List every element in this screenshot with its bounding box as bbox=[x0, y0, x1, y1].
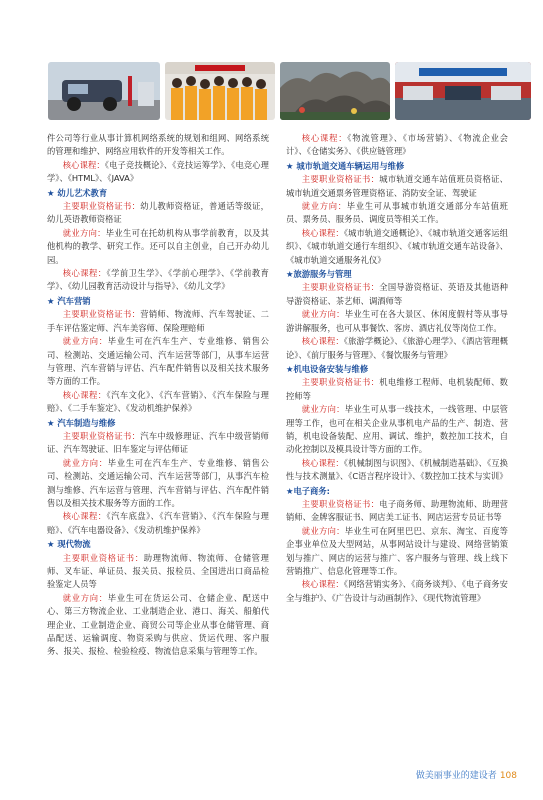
core-label: 核心课程： bbox=[301, 457, 344, 468]
section-title bbox=[286, 363, 508, 376]
cert-text: 幼儿教师资格证，普通话等级证，幼儿英语教师资格证 bbox=[47, 201, 269, 225]
star-icon: ★ bbox=[47, 187, 55, 198]
core-course-text: 《旅游学概论》、《旅游心理学》、《酒店管理概论》、《前厅服务与管理》、《餐饮服务与管理》 bbox=[286, 336, 508, 360]
cert-label: 主要职业资格证书： bbox=[301, 498, 380, 509]
section-tourism bbox=[286, 268, 508, 362]
core-course-text: 《学前卫生学》、《学前心理学》、《学前教育学》、《幼儿园教育活动设计与指导》、《幼儿文学》 bbox=[47, 268, 269, 292]
star-icon: ★ bbox=[47, 539, 55, 550]
core-label: 核心课程： bbox=[62, 511, 107, 522]
cert-line bbox=[286, 173, 508, 200]
career-text: 毕业生可从事一线技术，一线管理、中层管理等工作，也可在相关企业从事机电产品的生产、制造、营销，机电设备装配、应用、调试、维护，数控加工技术，自动化控制以及模具设计等方面的工作。 bbox=[286, 404, 508, 455]
photo-rock-garden bbox=[280, 62, 390, 120]
core-course-line bbox=[286, 335, 508, 362]
intro-text: 件公司等行业从事计算机网络系统的规划和组网、网络系统的管理和维护、网络应用软件的开发等相关工作。 bbox=[47, 133, 269, 157]
core-course-line bbox=[47, 389, 269, 416]
cert-line bbox=[286, 281, 508, 308]
core-course-line bbox=[47, 510, 269, 537]
cert-text: 营销师、物流师、汽车驾驶证、二手车评估鉴定师、汽车美容师、保险理赔师 bbox=[47, 309, 269, 333]
cert-line bbox=[47, 308, 269, 335]
core-label: 核心课程： bbox=[62, 159, 105, 170]
section-title bbox=[47, 417, 269, 430]
career-label: 就业方向： bbox=[301, 309, 345, 320]
career-label: 就业方向： bbox=[301, 525, 345, 536]
career-line bbox=[286, 525, 508, 579]
section-title bbox=[47, 295, 269, 308]
section-preschool-art bbox=[47, 187, 269, 294]
section-title bbox=[47, 187, 269, 200]
career-text: 毕业生可在汽车生产、专业维修、销售公司、检测站、交通运输公司、汽车运营等部门，从事车运营与管理、汽车营销与评估、汽车配件销售以及相关技术服务等方面的工作。 bbox=[47, 336, 269, 387]
career-line bbox=[47, 457, 269, 511]
star-icon: ★ bbox=[286, 485, 294, 496]
star-icon: ★ bbox=[286, 160, 294, 171]
cert-text: 电子商务师、助理物流师、助理营销师、金牌客服证书、网店美工证书、网店运营专员证书等 bbox=[286, 498, 508, 523]
cert-text: 城市轨道交通车站值班员资格证、城市轨道交通票务管理资格证、消防安全证、驾驶证 bbox=[286, 174, 508, 198]
cert-text: 机电维修工程师、电机装配师、数控师等 bbox=[286, 377, 508, 401]
star-icon: ★ bbox=[286, 363, 294, 374]
section-title-text: 现代物流 bbox=[57, 539, 91, 550]
section-title bbox=[47, 538, 269, 551]
photo-strip bbox=[48, 62, 531, 120]
career-text: 毕业生可在阿里巴巴、京东、淘宝、百度等企事业单位及大型网站，从事网站设计与建设、网络营销策划与推广、网店的运营与推广、客户服务与管理、线上线下营销推广、信息化管理等工作。 bbox=[286, 525, 508, 576]
career-text: 毕业生可在托幼机构从事学前教育，以及其他机构的教学、研究工作。还可以自主创业，自己开办幼儿园。 bbox=[47, 227, 269, 265]
cert-text: 助理物流师、物流师、仓储管理师、叉车证、单证员、报关员、报检员、全国进出口商品检验鉴定人员等 bbox=[47, 552, 269, 590]
core-course-text: 《机械制图与识图》、《机械制造基础》、《互换性与技术测量》、《C语言程序设计》、《数控加工技术与实训》 bbox=[286, 457, 508, 482]
section-title-text: 电子商务: bbox=[293, 485, 330, 496]
career-label: 就业方向： bbox=[62, 457, 108, 468]
section-ecommerce bbox=[286, 485, 508, 606]
cert-label: 主要职业资格证书： bbox=[301, 282, 380, 293]
core-course-line bbox=[286, 578, 508, 605]
section-title-text: 汽车营销 bbox=[57, 295, 91, 306]
section-title bbox=[286, 160, 508, 173]
career-line bbox=[286, 403, 508, 457]
core-course-line bbox=[47, 267, 269, 294]
star-icon: ★ bbox=[47, 295, 55, 306]
core-course-line bbox=[286, 457, 508, 484]
star-icon: ★ bbox=[47, 417, 55, 428]
career-text: 毕业生可在汽车生产、专业维修、销售公司、检测站、交通运输公司、汽车运营等部门，从事汽车检测与维修、汽车运营与管理、汽车营销与评估、汽车配件销售以及相关技术服务等方面的工作。 bbox=[47, 457, 269, 508]
section-electromechanical bbox=[286, 363, 508, 484]
cert-text: 汽车中级修理证、汽车中级营销师证、汽车驾驶证、旧车鉴定与评估师证 bbox=[47, 430, 269, 455]
section-title-text: 幼儿艺术教育 bbox=[57, 187, 108, 198]
section-logistics bbox=[47, 538, 269, 659]
section-title-text: 汽车制造与维修 bbox=[57, 417, 116, 428]
core-course-line bbox=[286, 132, 508, 159]
section-title-text: 机电设备安装与维修 bbox=[293, 363, 369, 374]
core-course-text: 《网络营销实务》、《商务谈判》、《电子商务安全与维护》、《广告设计与动画制作》、《现代物流管理》 bbox=[286, 579, 508, 603]
core-course-text: 《城市轨道交通概论》、《城市轨道交通客运组织》、《城市轨道交通行车组织》、《城市轨道交通车站设备》、《城市轨道交通服务礼仪》 bbox=[286, 227, 508, 265]
career-label: 就业方向： bbox=[301, 201, 347, 212]
cert-label: 主要职业资格证书： bbox=[62, 309, 141, 320]
cert-line bbox=[286, 376, 508, 403]
career-label: 就业方向： bbox=[301, 404, 345, 415]
core-label: 核心课程： bbox=[62, 268, 107, 279]
core-course-line bbox=[47, 159, 269, 186]
section-title-text: 旅游服务与管理 bbox=[293, 269, 352, 280]
cert-line bbox=[47, 430, 269, 457]
core-label: 核心课程： bbox=[301, 336, 344, 347]
cert-line bbox=[47, 552, 269, 592]
career-text: 毕业生可从事城市轨道交通部分车站值班员、票务员、服务员、调度员等相关工作。 bbox=[286, 201, 508, 225]
section-title bbox=[286, 268, 508, 281]
career-text: 毕业生可在各大景区、休闲度假村等从事导游讲解服务，也可从事餐饮、客房、酒店礼仪等岗位工作。 bbox=[286, 309, 508, 333]
section-auto-marketing bbox=[47, 295, 269, 416]
footer-slogan: 做美丽事业的建设者 bbox=[415, 771, 497, 781]
section-auto-manufacturing bbox=[47, 417, 269, 538]
star-icon: ★ bbox=[286, 269, 294, 280]
section-title-text: 城市轨道交通车辆运用与维修 bbox=[296, 160, 405, 171]
cert-label: 主要职业资格证书： bbox=[62, 201, 141, 212]
page-footer bbox=[416, 768, 517, 781]
photo-training-hall bbox=[395, 62, 531, 120]
core-course-text: 《电子竞技概论》、《竞技运筹学》、《电竞心理学》、《HTML》、《JAVA》 bbox=[47, 159, 269, 184]
cert-label: 主要职业资格证书： bbox=[301, 174, 380, 185]
career-label: 就业方向： bbox=[62, 336, 108, 347]
career-label: 就业方向： bbox=[62, 592, 108, 603]
cert-label: 主要职业资格证书： bbox=[62, 430, 141, 441]
core-label: 核心课程： bbox=[62, 389, 107, 400]
career-line bbox=[286, 308, 508, 335]
page-number: 108 bbox=[499, 771, 517, 781]
core-label: 核心课程： bbox=[301, 133, 348, 143]
core-course-line bbox=[286, 227, 508, 267]
career-text: 毕业生可在货运公司、仓储企业、配送中心、第三方物流企业、工业制造企业、港口、海关、船舶代理企业、工业制造企业、商贸公司等企业从事仓储管理、商品配送、运输调度、物资采购与供应、货运代理、客户服务、报关、报检、检验检疫、物流信息采集与管理等工作。 bbox=[47, 592, 269, 657]
section-urban-rail bbox=[286, 160, 508, 267]
core-course-text: 《物流管理》、《市场营销》、《物流企业会计》、《仓储实务》、《供应链管理》 bbox=[286, 133, 508, 157]
section-title bbox=[286, 485, 508, 498]
photo-student-group bbox=[165, 62, 275, 120]
core-course-text: 《汽车底盘》、《汽车营销》、《汽车保险与理赔》、《汽车电器设备》、《发动机维护保养》 bbox=[47, 511, 269, 535]
career-line bbox=[47, 592, 269, 659]
career-line bbox=[47, 227, 269, 267]
cert-line bbox=[286, 498, 508, 525]
cert-line bbox=[47, 200, 269, 227]
core-label: 核心课程： bbox=[301, 227, 344, 238]
core-label: 核心课程： bbox=[301, 579, 344, 590]
career-line bbox=[286, 200, 508, 227]
cert-text: 全国导游资格证、英语及其他语种导游资格证、茶艺师、调酒师等 bbox=[286, 282, 508, 306]
cert-label: 主要职业资格证书： bbox=[301, 377, 380, 388]
career-line bbox=[47, 335, 269, 389]
cert-label: 主要职业资格证书： bbox=[62, 552, 144, 563]
core-course-text: 《汽车文化》、《汽车营销》、《汽车保险与理赔》、《二手车鉴定》、《发动机维护保养》 bbox=[47, 389, 269, 414]
photo-car-workshop bbox=[48, 62, 160, 120]
left-column bbox=[47, 132, 269, 659]
career-label: 就业方向： bbox=[62, 227, 106, 238]
right-column bbox=[286, 132, 508, 605]
